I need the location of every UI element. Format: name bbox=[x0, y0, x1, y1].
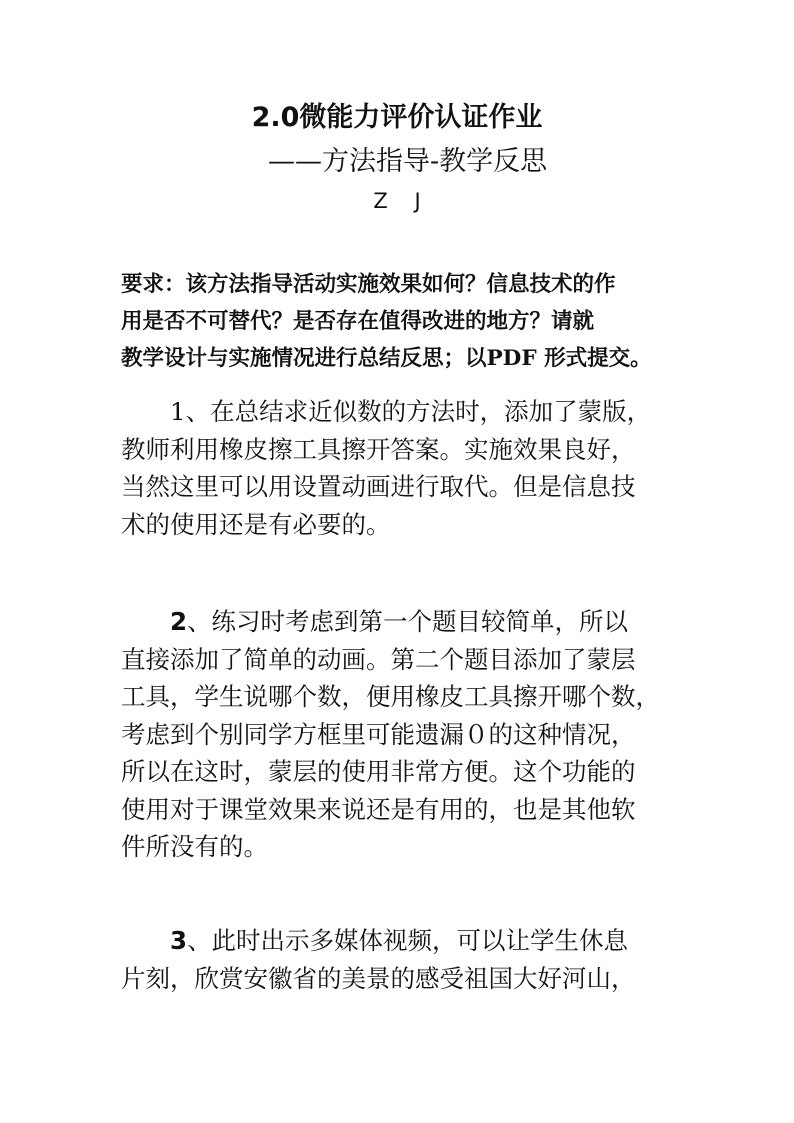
paragraph-line bbox=[121, 603, 677, 641]
paragraph-number: 3 bbox=[170, 926, 188, 955]
paragraph-number: 2 bbox=[170, 607, 188, 636]
paragraph-line: 片刻，欣赏安徽省的美景的感受祖国大好河山， bbox=[121, 963, 636, 993]
paragraph-line: 使用对于课堂效果来说还是有用的，也是其他软 bbox=[121, 794, 636, 824]
paragraph-line: 直接添加了简单的动画。第二个题目添加了蒙层 bbox=[121, 644, 636, 674]
paragraph-line: 工具，学生说哪个数，便用橡皮工具擦开哪个数， bbox=[121, 682, 660, 711]
paragraph-text: 、练习时考虑到第一个题目较简单，所以 bbox=[187, 607, 629, 636]
paragraph-line: 术的使用还是有必要的。 bbox=[121, 509, 391, 539]
requirement-block bbox=[121, 266, 681, 377]
paragraph-line: 所以在这时，蒙层的使用非常方便。这个功能的 bbox=[121, 757, 636, 786]
document-title: 2.0微能力评价认证作业 bbox=[251, 102, 543, 133]
author-initials: Z J bbox=[373, 189, 421, 213]
paragraph-line: 教师利用橡皮擦工具擦开答案。实施效果良好， bbox=[121, 434, 636, 464]
paragraph-line: 件所没有的。 bbox=[121, 832, 268, 861]
paragraph-text: 、此时出示多媒体视频，可以让学生休息 bbox=[187, 926, 629, 955]
paragraph-text: 、在总结求近似数的方法时，添加了蒙版， bbox=[185, 397, 652, 426]
paragraph-number: 1 bbox=[170, 397, 186, 426]
requirement-line: 教学设计与实施情况进行总结反思；以PDF 形式提交。 bbox=[121, 346, 652, 371]
reflection-paragraph-1 bbox=[121, 393, 677, 543]
reflection-paragraph-3 bbox=[121, 922, 677, 997]
paragraph-line bbox=[121, 393, 677, 431]
document-subtitle: ——方法指导-教学反思 bbox=[268, 146, 548, 177]
paragraph-line: 考虑到个别同学方框里可能遗漏０的这种情况， bbox=[121, 719, 636, 749]
requirement-line: 要求：该方法指导活动实施效果如何？信息技术的作 bbox=[121, 272, 616, 297]
reflection-paragraph-2 bbox=[121, 603, 677, 866]
paragraph-line bbox=[121, 922, 677, 960]
paragraph-line: 当然这里可以用设置动画进行取代。但是信息技 bbox=[121, 472, 636, 501]
requirement-line: 用是否不可替代？是否存在值得改进的地方？请就 bbox=[121, 309, 595, 334]
